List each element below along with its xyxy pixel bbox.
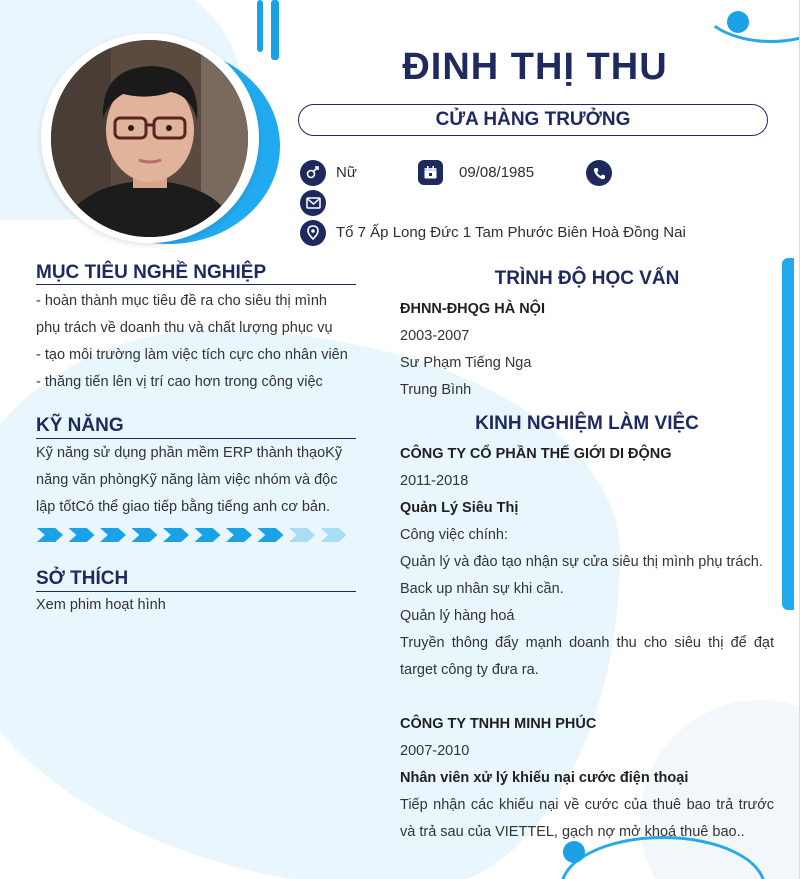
job-description-line: và trả sau của VIETTEL, gạch nợ mở khoá thuê bao.. xyxy=(400,824,745,840)
education-title: TRÌNH ĐỘ HỌC VẤN xyxy=(494,268,680,289)
skills-title: KỸ NĂNG xyxy=(36,415,124,436)
skills-line: năng văn phòngKỹ năng làm việc nhóm và độc xyxy=(36,472,338,488)
school-name: ĐHNN-ĐHQG HÀ NỘI xyxy=(400,301,545,317)
objective-line: - thăng tiến lên vị trí cao hơn trong công việc xyxy=(36,374,323,390)
job-title: CỬA HÀNG TRƯỞNG xyxy=(298,104,768,136)
objective-text xyxy=(36,288,358,396)
decorative-dot xyxy=(727,11,749,33)
experience-title: KINH NGHIỆM LÀM VIỆC xyxy=(475,413,699,434)
objective-line: - hoàn thành mục tiêu đề ra cho siêu thị mình xyxy=(36,293,327,309)
job-description-line: Quản lý và đào tạo nhận sự cửa siêu thị mình phụ trách. xyxy=(400,554,763,570)
candidate-name: ĐINH THỊ THU xyxy=(402,46,668,88)
company-name: CÔNG TY TNHH MINH PHÚC xyxy=(400,716,597,732)
job-description-line: Công việc chính: xyxy=(400,527,509,543)
skills-line: Kỹ năng sử dụng phần mềm ERP thành thạoKỹ xyxy=(36,445,343,461)
gender-icon xyxy=(300,160,326,186)
job-description-line: Back up nhân sự khi cần. xyxy=(400,581,564,597)
job-description-line: Tiếp nhận các khiếu nại về cước của thuê bao trả trước xyxy=(400,797,774,813)
calendar-icon xyxy=(418,160,443,185)
birth-date: 09/08/1985 xyxy=(459,164,535,181)
education-years: 2003-2007 xyxy=(400,328,470,344)
objective-title: MỤC TIÊU NGHỀ NGHIỆP xyxy=(36,262,267,283)
job-years: 2007-2010 xyxy=(400,743,470,759)
job-description-line: target công ty đưa ra. xyxy=(400,662,539,678)
job-position: Quản Lý Siêu Thị xyxy=(400,500,519,516)
location-icon xyxy=(300,220,326,246)
job-years: 2011-2018 xyxy=(400,473,469,489)
section-divider xyxy=(36,438,356,439)
job-position: Nhân viên xử lý khiếu nại cước điện thoại xyxy=(400,770,689,786)
objective-line: - tạo môi trường làm việc tích cực cho nhân viên xyxy=(36,347,348,363)
job-description-line: Quản lý hàng hoá xyxy=(400,608,515,624)
profile-photo xyxy=(51,40,248,237)
gender-value: Nữ xyxy=(336,164,357,181)
address-value: Tổ 7 Ấp Long Đức 1 Tam Phước Biên Hoà Đồng Nai xyxy=(336,224,686,241)
objective-line: phụ trách về doanh thu và chất lượng phục vụ xyxy=(36,320,333,336)
section-divider xyxy=(36,284,356,285)
job-description-line: Truyền thông đẩy mạnh doanh thu cho siêu thị để đạt xyxy=(400,635,774,651)
skills-text xyxy=(36,440,358,521)
hobbies-title: SỞ THÍCH xyxy=(36,568,129,589)
decorative-dot xyxy=(563,841,585,863)
education-major: Sư Phạm Tiếng Nga xyxy=(400,355,532,371)
hobbies-text: Xem phim hoạt hình xyxy=(36,597,166,613)
decorative-side-bar xyxy=(782,258,794,610)
company-name: CÔNG TY CỔ PHẦN THẾ GIỚI DI ĐỘNG xyxy=(400,446,672,462)
decorative-bar xyxy=(257,0,263,52)
mail-icon xyxy=(300,190,326,216)
phone-icon xyxy=(586,160,612,186)
education-grade: Trung Bình xyxy=(400,382,472,398)
decorative-bar xyxy=(271,0,279,60)
decorative-ring xyxy=(698,0,800,43)
skills-line: lập tốtCó thể giao tiếp bằng tiếng anh cơ bản. xyxy=(36,499,331,515)
